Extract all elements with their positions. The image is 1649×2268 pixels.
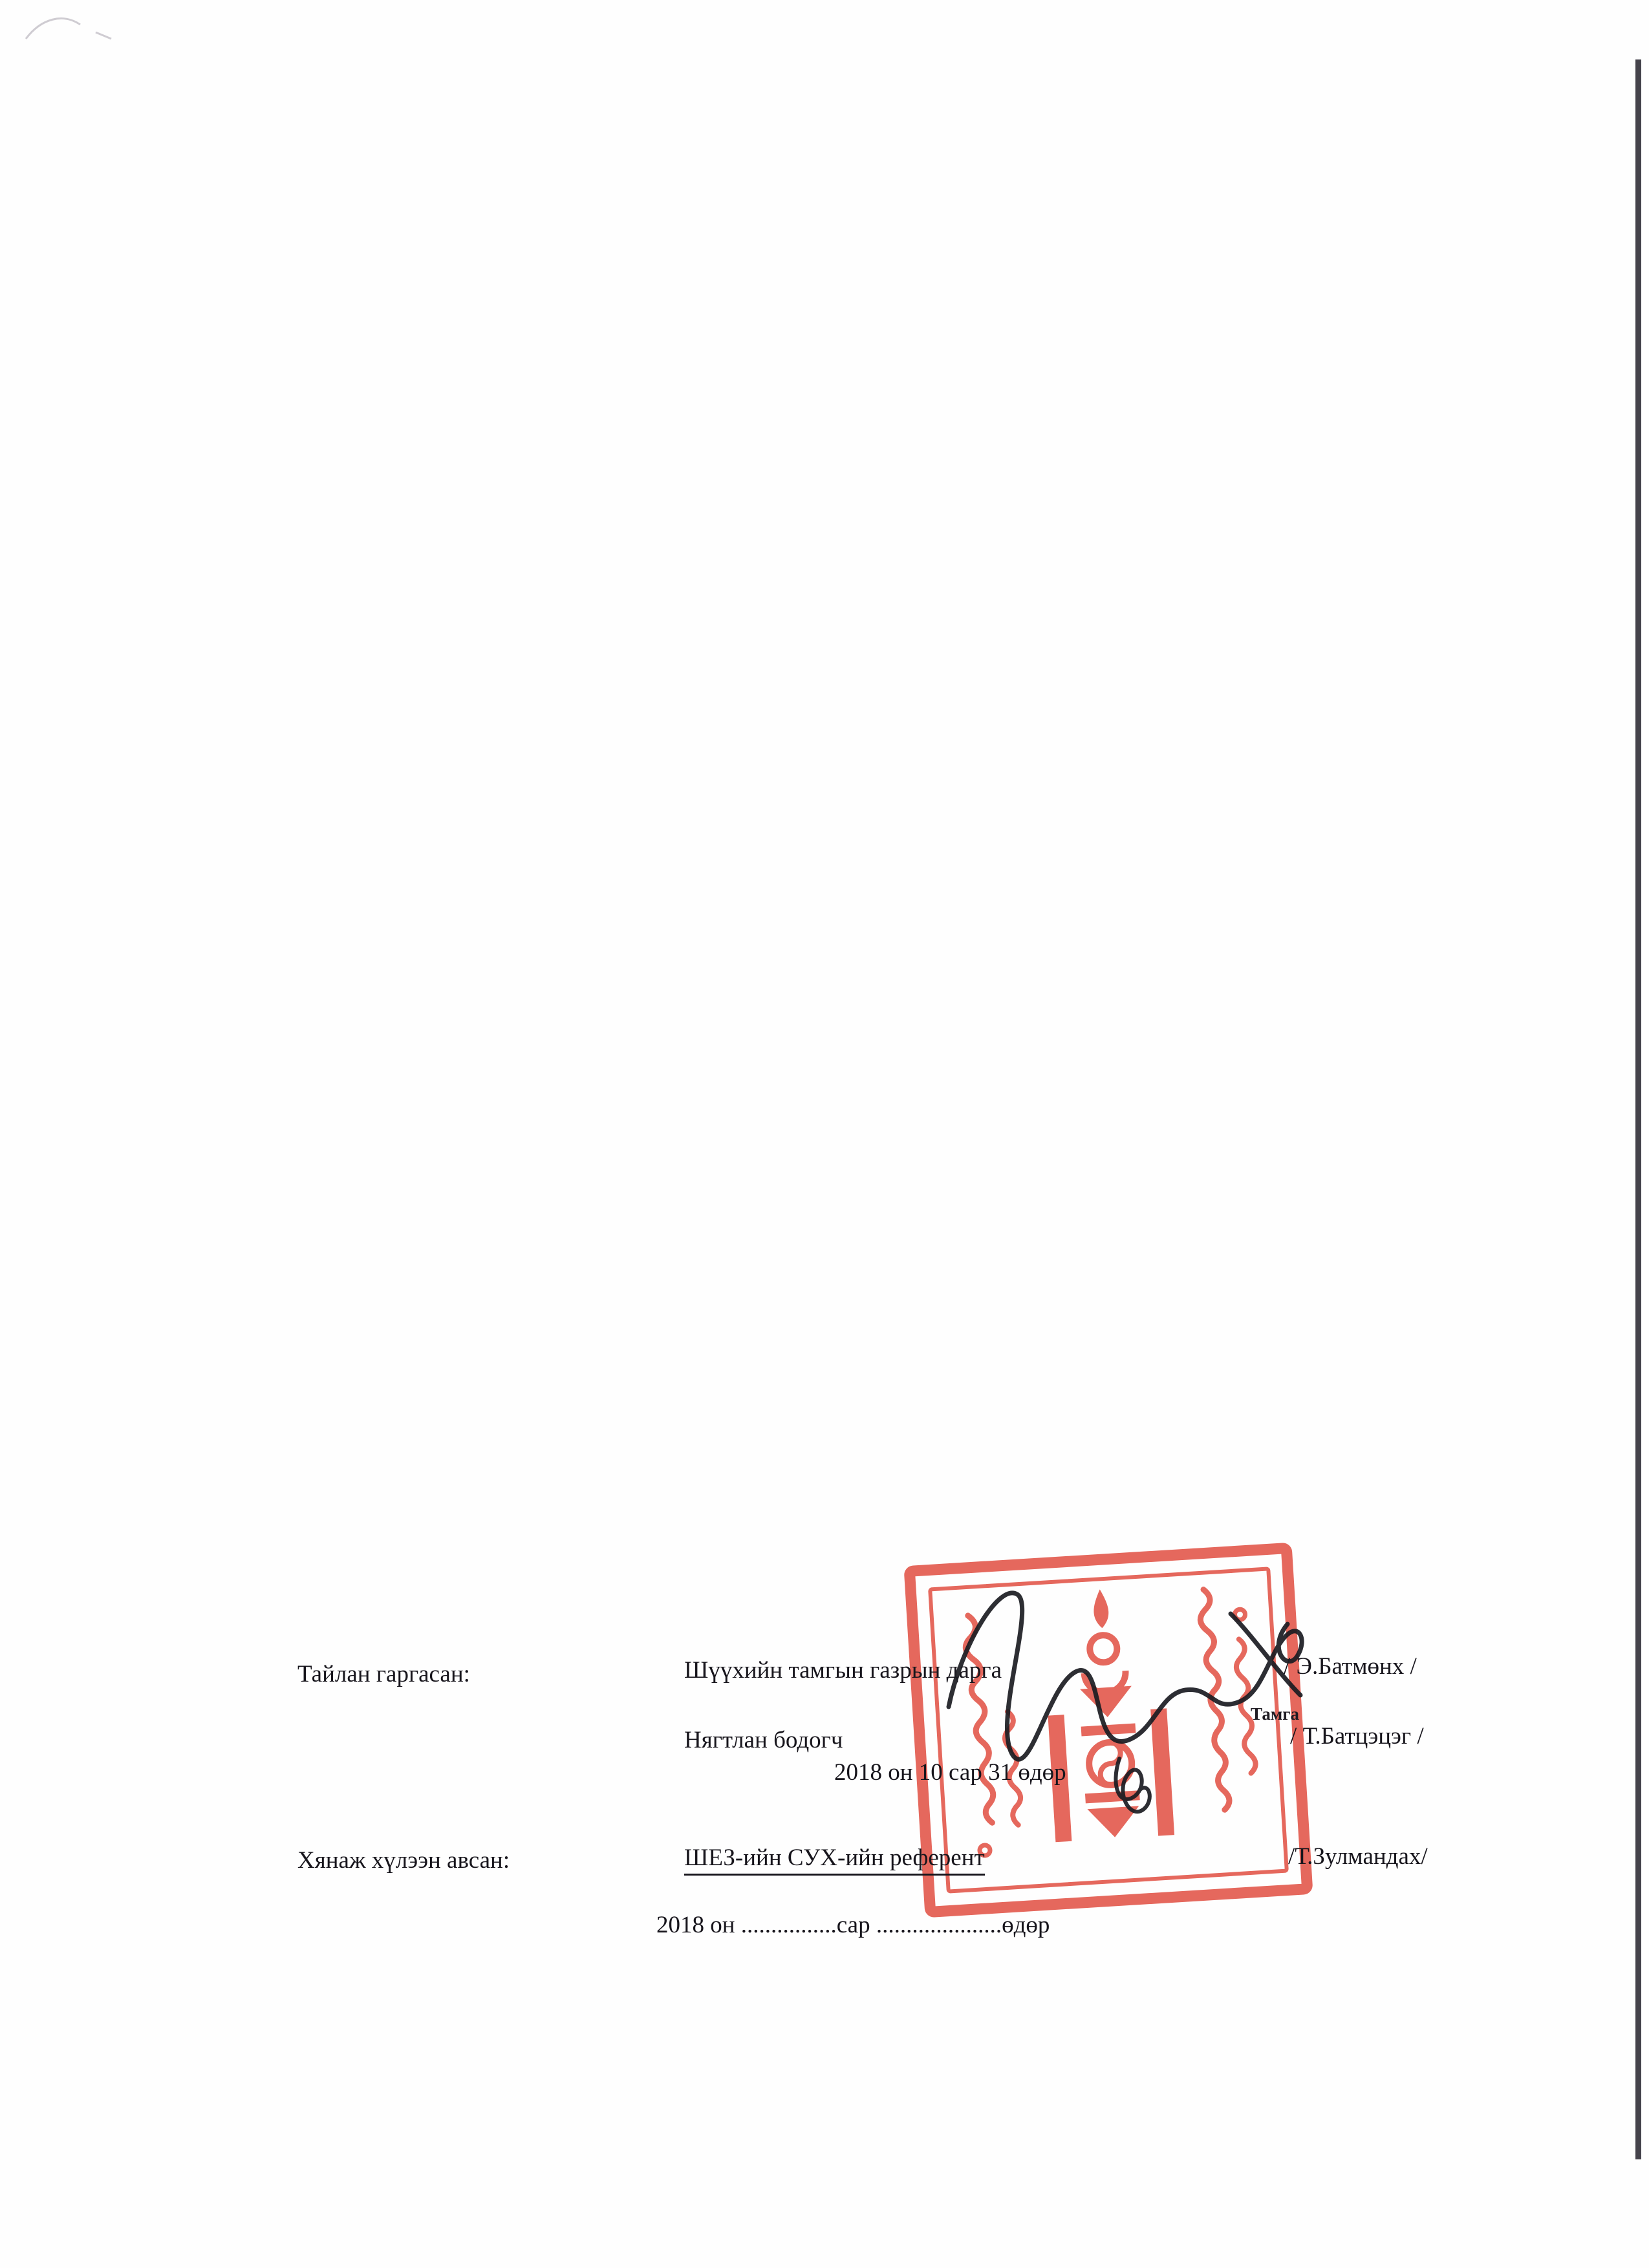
accountant-name: / Т.Батцэцэг / <box>1290 1723 1424 1749</box>
pencil-mark <box>18 5 141 57</box>
scan-edge-artifact <box>1635 59 1641 2159</box>
referent-title-label: ШЕЗ-ийн СУХ-ийн референт <box>684 1844 985 1876</box>
director-title-label: Шүүхийн тамгын газрын дарга <box>684 1657 1002 1684</box>
referent-name: /Т.Зулмандах/ <box>1288 1843 1428 1870</box>
report-date: 2018 он 10 сар 31 өдөр <box>834 1759 1066 1786</box>
budget-report-table <box>191 142 1562 147</box>
budget-table-body <box>191 142 1562 147</box>
accountant-title-label: Нягтлан бодогч <box>684 1727 843 1753</box>
director-name: / Э.Батмөнх / <box>1284 1653 1417 1680</box>
signature-ink <box>921 1552 1310 1836</box>
blank-date-line: 2018 он ................сар .....................өдөр <box>656 1912 1050 1938</box>
stamp-caption-label: Тамга <box>1251 1704 1299 1724</box>
prepared-by-label: Тайлан гаргасан: <box>297 1661 470 1687</box>
reviewed-by-label: Хянаж хүлээн авсан: <box>297 1847 510 1874</box>
budget-table-wrap <box>191 142 1562 147</box>
